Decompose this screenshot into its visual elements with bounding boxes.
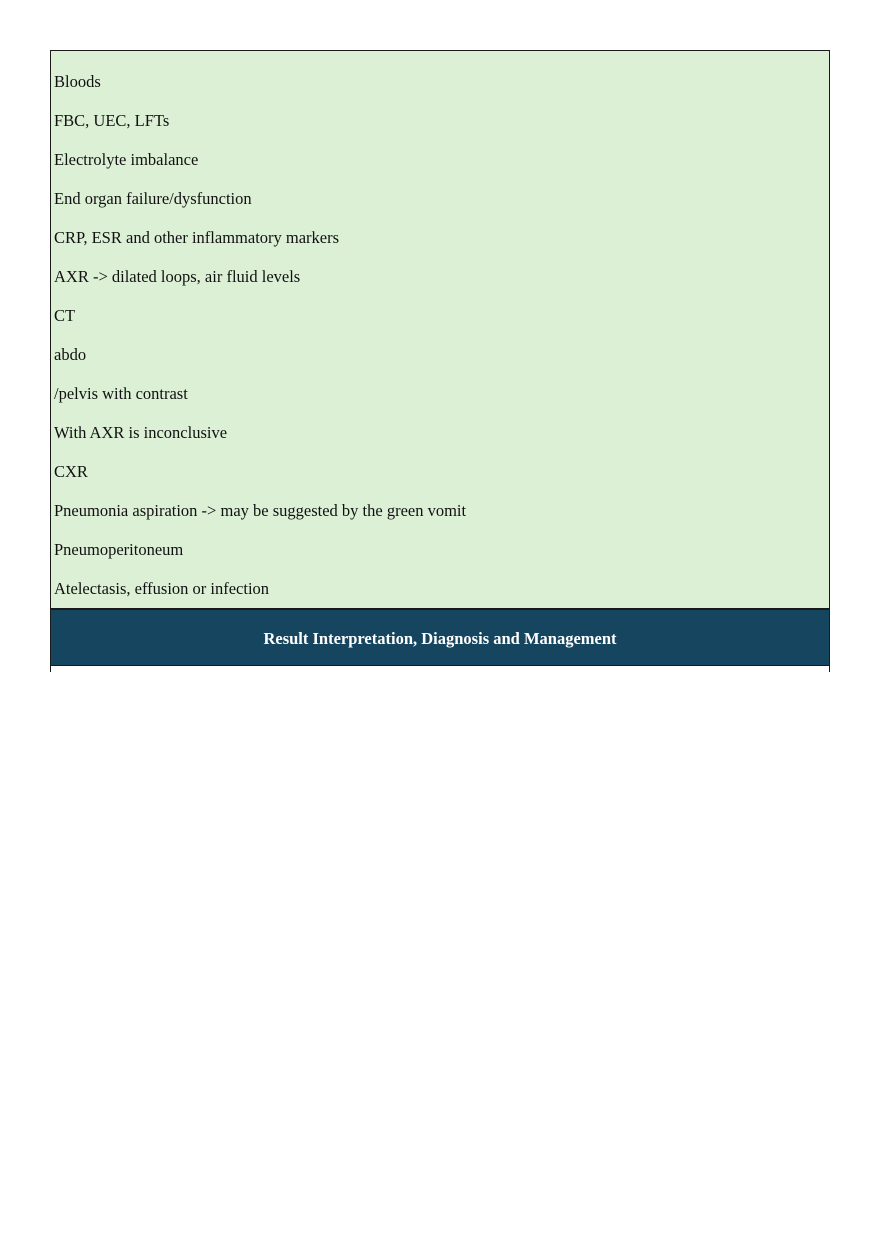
text-line-ct: CT [54, 306, 76, 325]
investigations-cell [50, 50, 830, 610]
text-line-abdo: abdo [54, 345, 87, 364]
text-line-end-organ: End organ failure/dysfunction [54, 189, 252, 208]
text-line-cxr: CXR [54, 462, 88, 481]
section-header-result-interpretation: Result Interpretation, Diagnosis and Management [50, 610, 830, 666]
text-line-pelvis: /pelvis with contrast [54, 384, 188, 403]
text-line-axr: AXR -> dilated loops, air fluid levels [54, 267, 301, 286]
text-line-fbc: FBC, UEC, LFTs [54, 111, 170, 130]
text-line-crp: CRP, ESR and other inflammatory markers [54, 228, 340, 247]
text-line-pneumoperitoneum: Pneumoperitoneum [54, 540, 184, 559]
text-line-bloods: Bloods [54, 72, 101, 91]
text-line-electrolyte: Electrolyte imbalance [54, 150, 199, 169]
investigations-table [50, 50, 830, 672]
text-line-axr-inconclusive: With AXR is inconclusive [54, 423, 228, 442]
text-line-atelectasis: Atelectasis, effusion or infection [54, 579, 270, 598]
text-line-pneumonia: Pneumonia aspiration -> may be suggested by the green vomit [54, 501, 467, 520]
table-continuation [50, 666, 830, 672]
